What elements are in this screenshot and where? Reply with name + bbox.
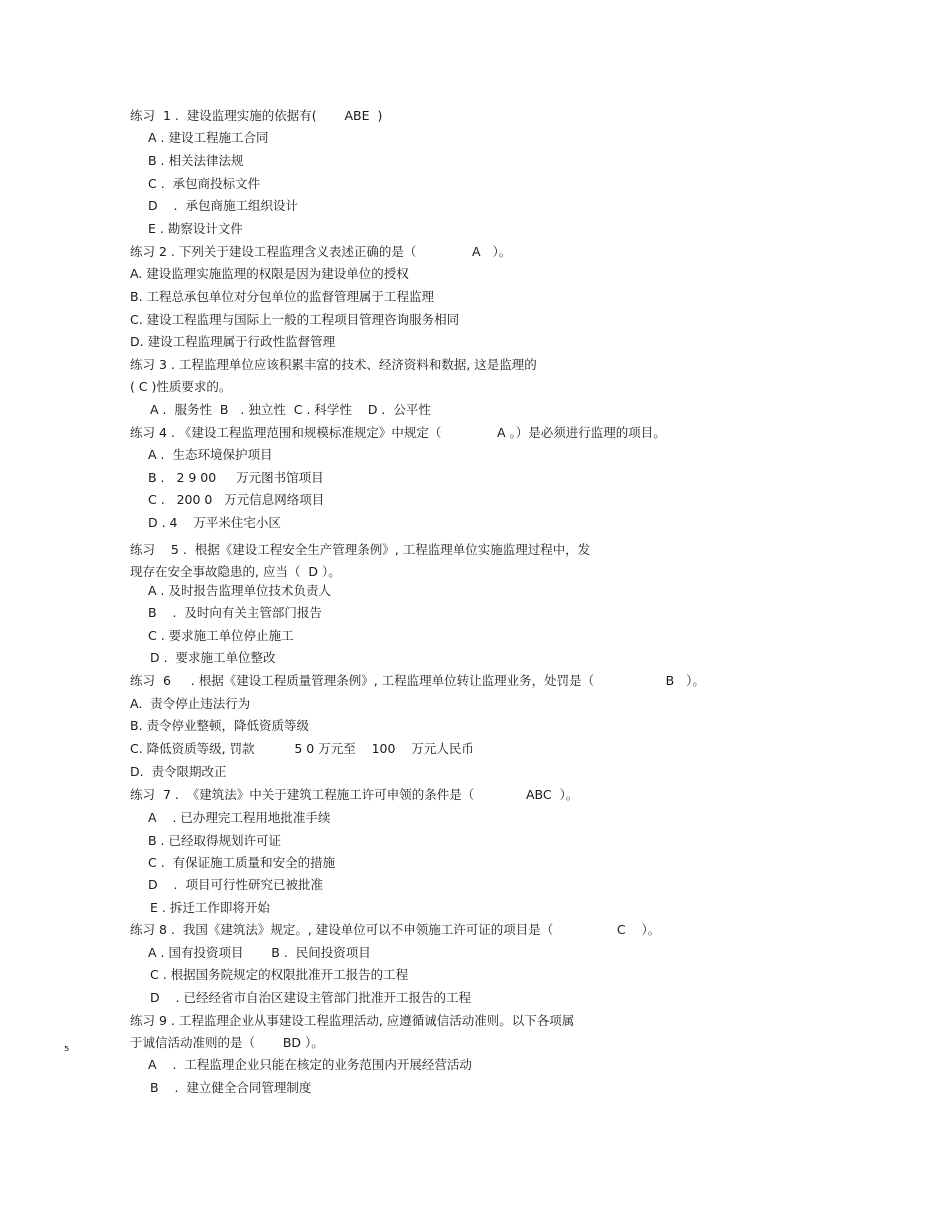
text-line: C . 根据国务院规定的权限批准开工报告的工程: [150, 967, 409, 982]
text-line: B. 责令停业整顿，降低资质等级: [130, 718, 310, 733]
text-line: A . 国有投资项目 B . 民间投资项目: [148, 945, 371, 960]
text-line: E . 勘察设计文件: [148, 221, 243, 236]
text-line: A . 工程监理企业只能在核定的业务范围内开展经营活动: [148, 1057, 472, 1072]
text-line: A . 建设工程施工合同: [148, 130, 269, 145]
question-line: 练习 3 . 工程监理单位应该积累丰富的技术、经济资料和数据, 这是监理的: [130, 357, 537, 372]
text-line: B. 工程总承包单位对分包单位的监督管理属于工程监理: [130, 289, 435, 304]
text-line: C. 降低资质等级, 罚款 5 0 万元至 100 万元人民币: [130, 741, 474, 756]
text-line: B . 建立健全合同管理制度: [150, 1080, 312, 1095]
text-line: C . 承包商投标文件: [148, 176, 261, 191]
question-line: 练习 4 . 《建设工程监理范围和规模标准规定》中规定（ A 。）是必须进行监理的项目。: [130, 425, 666, 440]
text-line: D . 4 万平米住宅小区: [148, 515, 281, 530]
text-line: D. 建设工程监理属于行政性监督管理: [130, 334, 336, 349]
text-line: C . 要求施工单位停止施工: [148, 628, 294, 643]
text-line: B . 相关法律法规: [148, 153, 244, 168]
text-line: A . 服务性 B . 独立性 C . 科学性 D . 公平性: [150, 402, 431, 417]
question-line: 练习 1 . 建设监理实施的依据有( ABE ): [130, 108, 383, 123]
text-line: A . 生态环境保护项目: [148, 447, 273, 462]
text-line: A . 及时报告监理单位技术负责人: [148, 583, 331, 598]
text-line: D . 已经经省市自治区建设主管部门批准开工报告的工程: [150, 990, 471, 1005]
text-line: D . 要求施工单位整改: [150, 650, 276, 665]
question-line: 练习 5 . 根据《建设工程安全生产管理条例》, 工程监理单位实施监理过程中，发: [130, 542, 591, 557]
margin-mark: ₅: [64, 1040, 70, 1055]
text-line: B . 已经取得规划许可证: [148, 833, 281, 848]
text-line: B . 及时向有关主管部门报告: [148, 605, 322, 620]
question-line: 练习 6 . 根据《建设工程质量管理条例》, 工程监理单位转让监理业务，处罚是（ B ）。: [130, 673, 705, 688]
text-line: A . 已办理完工程用地批准手续: [148, 810, 331, 825]
text-line: C . 有保证施工质量和安全的措施: [148, 855, 336, 870]
text-line: A. 责令停止违法行为: [130, 696, 251, 711]
text-line: A. 建设监理实施监理的权限是因为建设单位的授权: [130, 266, 409, 281]
text-line: ( C )性质要求的。: [130, 379, 232, 394]
text-line: D . 承包商施工组织设计: [148, 198, 298, 213]
text-line: D. 责令限期改正: [130, 764, 227, 779]
text-line: C. 建设工程监理与国际上一般的工程项目管理咨询服务相同: [130, 312, 460, 327]
question-line: 练习 8 . 我国《建筑法》规定。, 建设单位可以不申领施工许可证的项目是（ C ）。: [130, 922, 661, 937]
text-line: 现存在安全事故隐患的, 应当（ D ）。: [130, 564, 341, 579]
text-line: C . 200 0 万元信息网络项目: [148, 492, 325, 507]
question-line: 练习 2 . 下列关于建设工程监理含义表述正确的是（ A ）。: [130, 244, 512, 259]
question-line: 练习 9 . 工程监理企业从事建设工程监理活动, 应遵循诚信活动准则。以下各项属: [130, 1013, 575, 1028]
text-line: E . 拆迁工作即将开始: [150, 900, 270, 915]
text-line: 于诚信活动准则的是（ BD ）。: [130, 1035, 324, 1050]
text-line: B . 2 9 00 万元图书馆项目: [148, 470, 324, 485]
question-line: 练习 7 . 《建筑法》中关于建筑工程施工许可申领的条件是（ ABC ）。: [130, 787, 579, 802]
text-line: D . 项目可行性研究已被批准: [148, 877, 323, 892]
